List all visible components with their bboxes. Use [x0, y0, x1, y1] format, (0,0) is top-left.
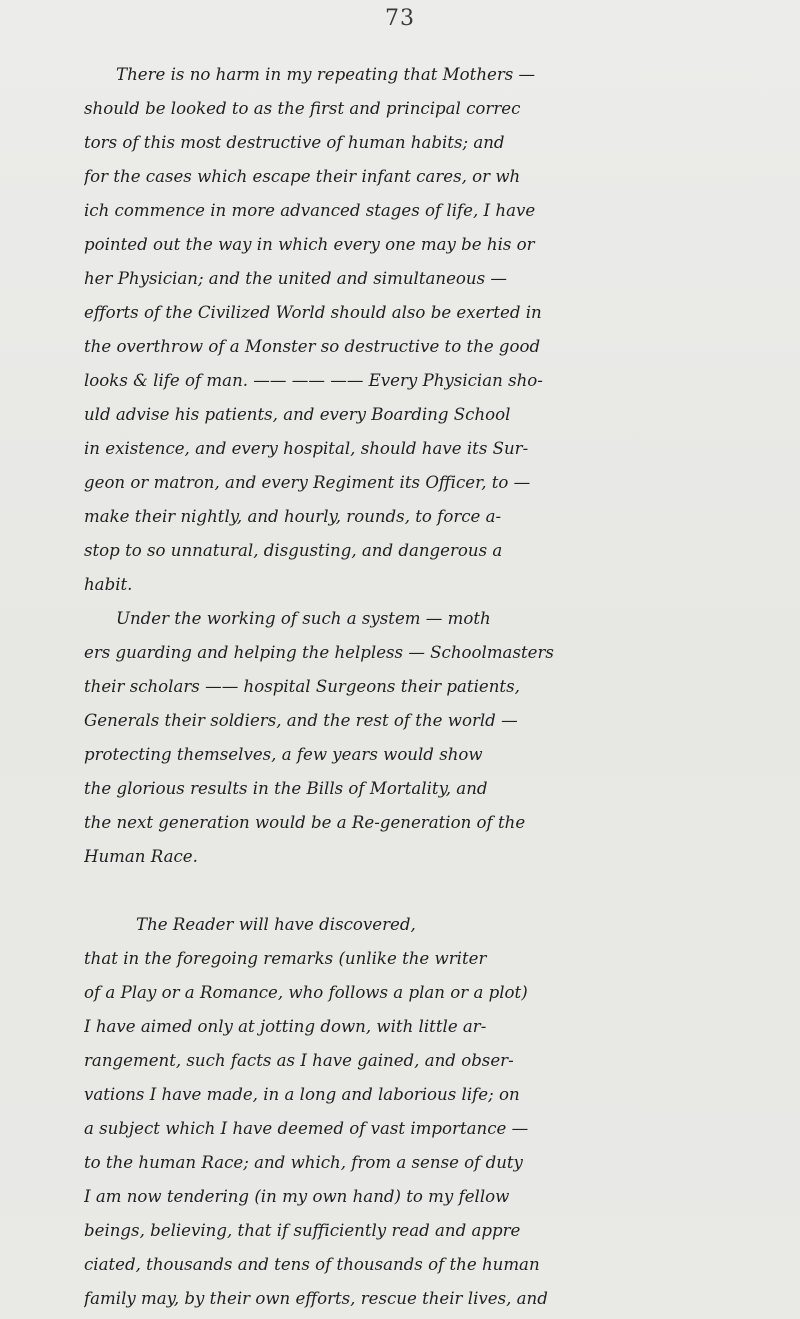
text-line: vations I have made, in a long and laborious life; on: [84, 1085, 520, 1104]
text-line: uld advise his patients, and every Boarding School: [84, 405, 511, 424]
text-line: family may, by their own efforts, rescue their lives, and: [84, 1289, 548, 1308]
text-line: efforts of the Civilized World should also be exerted in: [84, 303, 542, 322]
text-line: geon or matron, and every Regiment its Officer, to —: [84, 473, 531, 492]
text-line: I have aimed only at jotting down, with little ar-: [84, 1017, 487, 1036]
text-line: The Reader will have discovered,: [136, 915, 416, 934]
text-line: beings, believing, that if sufficiently read and appre: [84, 1221, 521, 1240]
text-line: pointed out the way in which every one may be his or: [84, 235, 535, 254]
text-line: make their nightly, and hourly, rounds, to force a-: [84, 507, 502, 526]
text-line: that in the foregoing remarks (unlike the writer: [84, 949, 487, 968]
text-line: should be looked to as the first and principal correc: [84, 99, 521, 118]
text-line: her Physician; and the united and simultaneous —: [84, 269, 507, 288]
text-line: in existence, and every hospital, should have its Sur-: [84, 439, 529, 458]
text-line: the glorious results in the Bills of Mortality, and: [84, 779, 488, 798]
text-line: Under the working of such a system — moth: [116, 609, 491, 628]
text-line: rangement, such facts as I have gained, and obser-: [84, 1051, 514, 1070]
manuscript-text: [84, 58, 744, 1316]
text-line: ers guarding and helping the helpless — Schoolmasters: [84, 643, 554, 662]
text-line: Generals their soldiers, and the rest of the world —: [84, 711, 518, 730]
text-line: Human Race.: [84, 847, 198, 866]
text-line: looks & life of man. —— —— —— Every Physician sho-: [84, 371, 543, 390]
text-line: the next generation would be a Re-generation of the: [84, 813, 526, 832]
page-number: 73: [385, 6, 415, 31]
text-line: the overthrow of a Monster so destructive to the good: [84, 337, 541, 356]
text-line: for the cases which escape their infant cares, or wh: [84, 167, 521, 186]
text-line: a subject which I have deemed of vast importance —: [84, 1119, 529, 1138]
text-line: ich commence in more advanced stages of life, I have: [84, 201, 536, 220]
text-line: habit.: [84, 575, 133, 594]
text-line: stop to so unnatural, disgusting, and dangerous a: [84, 541, 503, 560]
text-line: their scholars —— hospital Surgeons their patients,: [84, 677, 520, 696]
text-line: protecting themselves, a few years would show: [84, 745, 483, 764]
text-line: of a Play or a Romance, who follows a plan or a plot): [84, 983, 528, 1002]
paragraph-gap: [84, 874, 744, 908]
text-line: to the human Race; and which, from a sense of duty: [84, 1153, 523, 1172]
text-line: tors of this most destructive of human habits; and: [84, 133, 505, 152]
text-line: ciated, thousands and tens of thousands of the human: [84, 1255, 540, 1274]
text-line: There is no harm in my repeating that Mothers —: [116, 65, 536, 84]
text-line: I am now tendering (in my own hand) to my fellow: [84, 1187, 510, 1206]
